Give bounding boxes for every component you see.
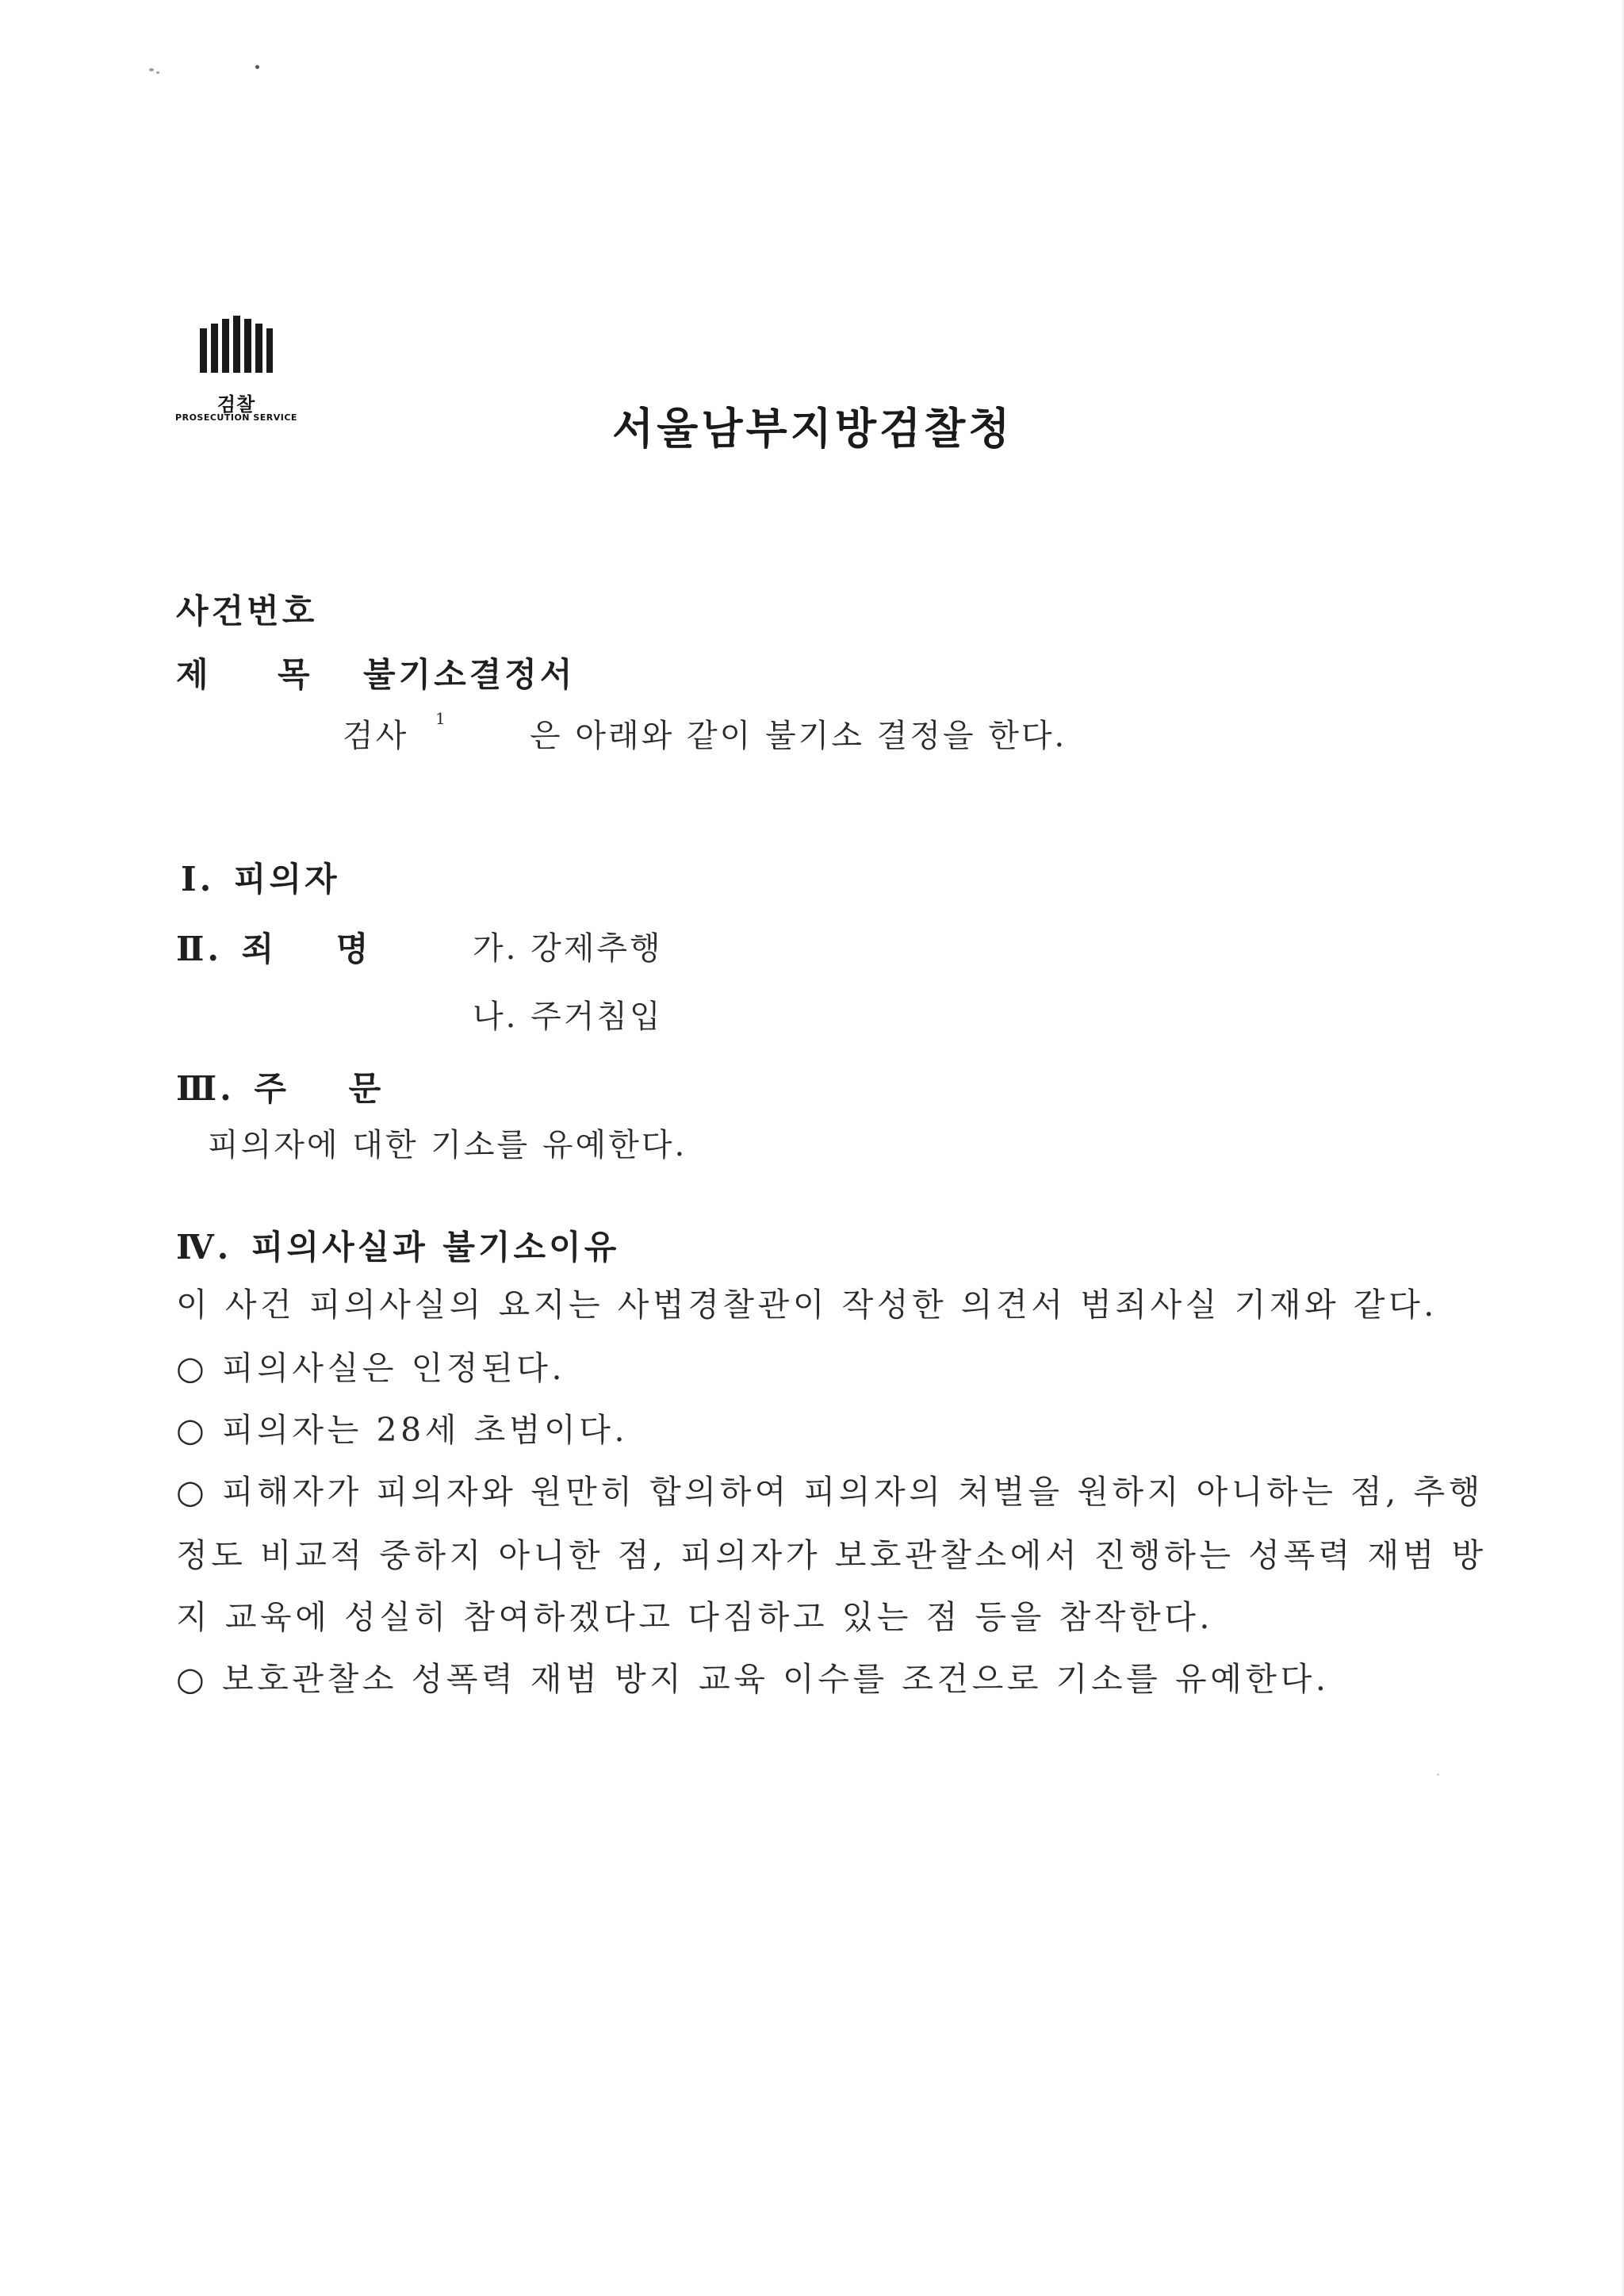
section-3-title-char-1: 주 — [254, 1069, 289, 1108]
prosecutor-line — [343, 711, 448, 756]
section-2-title-char-2: 명 — [335, 930, 372, 968]
scan-speck — [156, 71, 159, 74]
logo-subtitle: PROSECUTION SERVICE — [175, 412, 297, 423]
intro-sentence: 은 아래와 같이 불기소 결정을 한다. — [530, 718, 1067, 754]
section-2-heading — [176, 923, 371, 971]
scan-speck — [255, 65, 259, 69]
section-1-numeral: Ⅰ. — [181, 860, 215, 899]
reason-line: 이 사건 피의사실의 요지는 사법경찰관이 작성한 의견서 범죄사실 기재와 같다. — [176, 1286, 1438, 1324]
section-2-title-char-1: 죄 — [241, 930, 278, 968]
reason-line: ○ 피의사실은 인정된다. — [176, 1349, 566, 1387]
section-2-numeral: Ⅱ. — [176, 930, 223, 968]
reason-line: ○ 보호관찰소 성폭력 재범 방지 교육 이수를 조건으로 기소를 유예한다. — [176, 1660, 1330, 1698]
prosecution-logo — [173, 316, 300, 427]
charge-item: 나. 주거침입 — [473, 999, 663, 1035]
section-4-heading — [176, 1221, 619, 1269]
title-label-char-1: 제 — [176, 655, 212, 694]
prosecutor-label: 검사 — [343, 718, 409, 754]
reason-line: ○ 피의자는 28세 초범이다. — [176, 1411, 629, 1449]
logo-name: 검찰 — [216, 393, 256, 416]
prosecution-emblem-icon — [200, 316, 273, 373]
scan-speck — [149, 68, 154, 71]
section-4-numeral: Ⅳ. — [176, 1228, 232, 1267]
section-1-heading — [181, 853, 340, 901]
reason-line: 정도 비교적 중하지 아니한 점, 피의자가 보호관찰소에서 진행하는 성폭력 재범 방 — [176, 1536, 1487, 1574]
reason-line: ○ 피해자가 피의자와 원만히 합의하여 피의자의 처벌을 원하지 아니하는 점, 추행 — [176, 1473, 1484, 1511]
section-3-numeral: Ⅲ. — [176, 1069, 235, 1108]
disposition-text: 피의자에 대한 기소를 유예한다. — [208, 1127, 688, 1163]
scan-speck — [1437, 1773, 1439, 1776]
section-1-title: 피의자 — [233, 860, 340, 899]
case-number-label: 사건번호 — [176, 592, 318, 631]
office-name: 서울남부지방검찰청 — [612, 403, 1013, 454]
section-4-title: 피의사실과 불기소이유 — [251, 1228, 620, 1267]
section-3-heading — [176, 1063, 384, 1110]
document-title: 불기소결정서 — [363, 655, 576, 694]
prosecutor-mark: 1 — [435, 709, 448, 728]
title-label-char-2: 목 — [278, 655, 313, 694]
charge-item: 가. 강제추행 — [473, 930, 663, 967]
reason-line: 지 교육에 성실히 참여하겠다고 다짐하고 있는 점 등을 참작한다. — [176, 1598, 1214, 1636]
scan-edge — [1621, 0, 1624, 2296]
section-3-title-char-2: 문 — [348, 1069, 385, 1108]
